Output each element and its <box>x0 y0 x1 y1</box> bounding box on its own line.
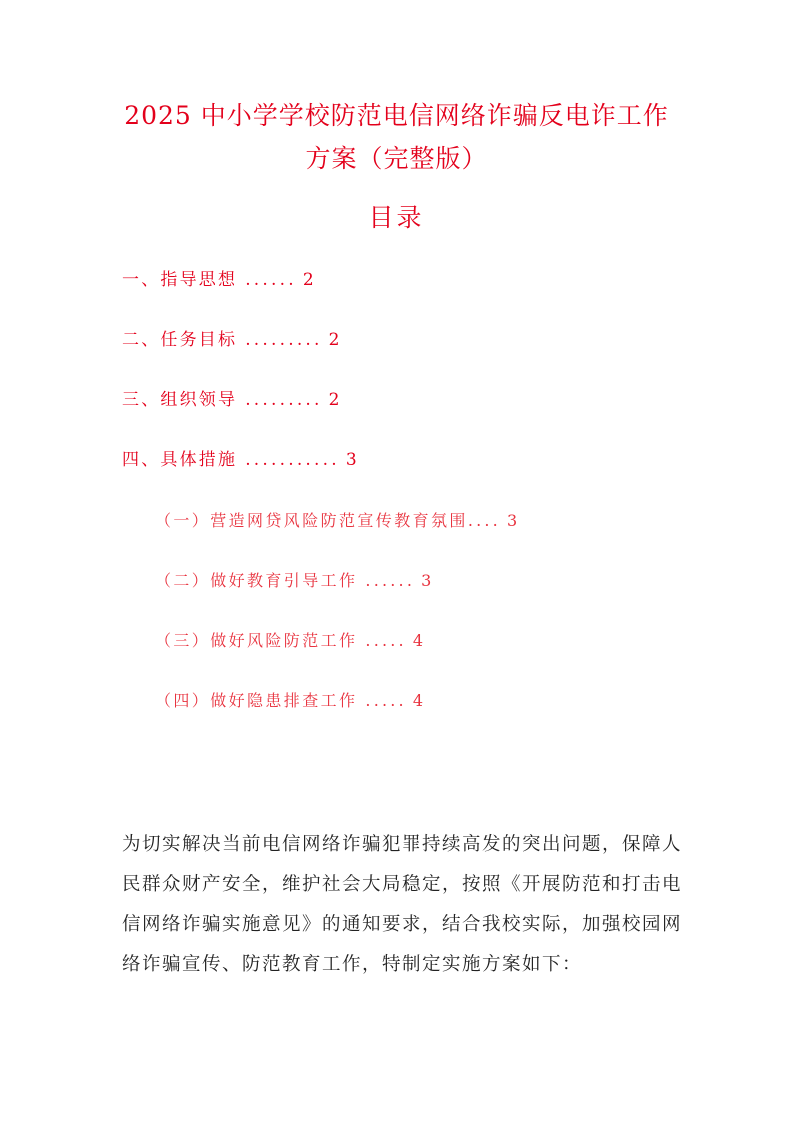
toc-leader-dots: ...... <box>245 270 297 290</box>
toc-leader-dots: ...... <box>365 571 416 590</box>
toc-subitem-risk-prevention[interactable] <box>155 630 425 652</box>
toc-page-number: 3 <box>506 511 520 530</box>
intro-paragraph: 为切实解决当前电信网络诈骗犯罪持续高发的突出问题，保障人民群众财产安全，维护社会大局稳定，按照《开展防范和打击电信网络诈骗实施意见》的通知要求，结合我校实际，加强校园网络诈骗宣传、防范教育工作，特制定实施方案如下： <box>122 833 683 975</box>
toc-page-number: 2 <box>328 330 342 350</box>
toc-leader-dots: ........... <box>245 450 340 470</box>
toc-heading: 目录 <box>368 203 425 232</box>
toc-leader-dots: ..... <box>365 631 407 650</box>
toc-item-organization-leadership[interactable] <box>122 389 342 411</box>
toc-page-number: 4 <box>412 691 426 710</box>
toc-item-label: 一、指导思想 <box>122 270 238 290</box>
toc-item-label: （一）营造网贷风险防范宣传教育氛围 <box>155 511 468 530</box>
toc-item-label: 二、任务目标 <box>122 330 238 350</box>
toc-item-label: （二）做好教育引导工作 <box>155 571 358 590</box>
toc-subitem-education-guidance[interactable] <box>155 570 434 592</box>
toc-leader-dots: ......... <box>245 330 323 350</box>
toc-page-number: 2 <box>302 270 316 290</box>
document-title-line-1: 2025 中小学学校防范电信网络诈骗反电诈工作 <box>124 101 669 130</box>
toc-item-label: 四、具体措施 <box>122 450 238 470</box>
toc-leader-dots: ......... <box>245 390 323 410</box>
toc-item-guiding-ideology[interactable] <box>122 269 316 291</box>
toc-leader-dots: .... <box>467 511 501 530</box>
toc-item-label: 三、组织领导 <box>122 390 238 410</box>
toc-subitem-publicity-atmosphere[interactable] <box>155 510 520 532</box>
toc-page-number: 4 <box>412 631 426 650</box>
toc-item-label: （三）做好风险防范工作 <box>155 631 358 650</box>
toc-leader-dots: ..... <box>365 691 407 710</box>
document-title-line-2: 方案（完整版） <box>305 144 488 173</box>
toc-page-number: 3 <box>345 450 359 470</box>
toc-page-number: 2 <box>328 390 342 410</box>
toc-item-task-goals[interactable] <box>122 329 342 351</box>
toc-page-number: 3 <box>421 571 434 590</box>
toc-item-label: （四）做好隐患排查工作 <box>155 691 358 710</box>
toc-subitem-hazard-inspection[interactable] <box>155 690 425 712</box>
toc-item-specific-measures[interactable] <box>122 449 359 471</box>
